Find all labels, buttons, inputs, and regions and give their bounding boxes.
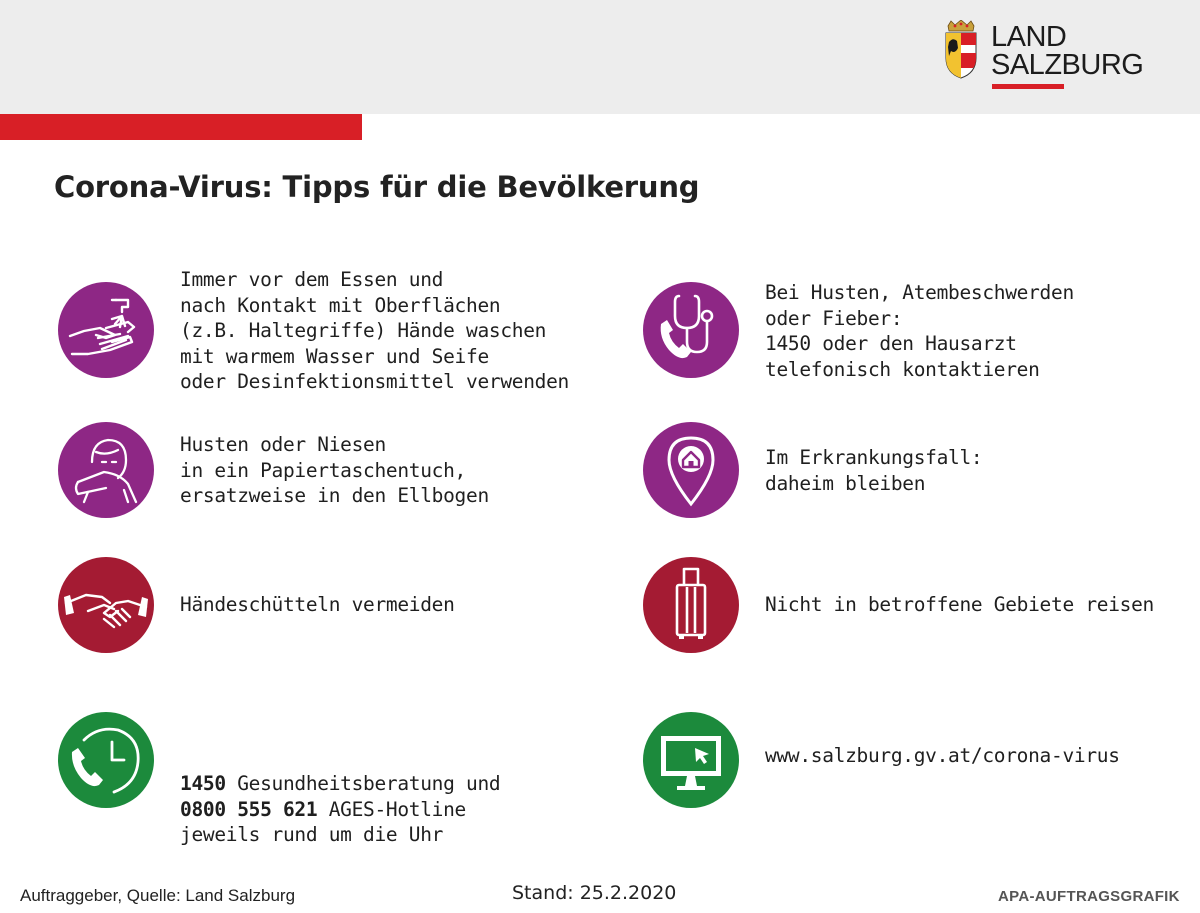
- luggage-icon: [643, 557, 739, 653]
- logo-text-salzburg: SALZBURG: [991, 49, 1144, 81]
- tip-sneeze-text: Husten oder Niesen in ein Papiertaschentuch, ersatzweise in den Ellbogen: [180, 433, 489, 507]
- handwash-icon: [58, 282, 154, 378]
- tip-symptoms-text: Bei Husten, Atembeschwerden oder Fieber: 1450 oder den Hausarzt telefonisch kontaktieren: [765, 281, 1074, 381]
- logo-text-land: LAND: [991, 21, 1067, 53]
- land-salzburg-logo[interactable]: [943, 20, 1153, 90]
- tip-handshake-text: Händeschütteln vermeiden: [180, 593, 455, 616]
- tip-travel-text: Nicht in betroffene Gebiete reisen: [765, 593, 1154, 616]
- website-link[interactable]: www.salzburg.gv.at/corona-virus: [765, 744, 1120, 767]
- logo-underline: [992, 84, 1064, 89]
- phone-clock-icon: [58, 712, 154, 808]
- hotline-number-1450: 1450: [180, 772, 226, 795]
- footer-source: Auftraggeber, Quelle: Land Salzburg: [20, 886, 296, 905]
- tip-handwash-text: Immer vor dem Essen und nach Kontakt mit Oberflächen (z.B. Haltegriffe) Hände waschen mit warmem Wasser und Seife oder Desinfektionsmittel verwenden: [180, 268, 569, 393]
- tip-hotline-text: 1450 Gesundheitsberatung und 0800 555 621 AGES-Hotline jeweils rund um die Uhr: [180, 772, 501, 846]
- hotline-number-ages: 0800 555 621: [180, 797, 318, 821]
- footer-date: Stand: 25.2.2020: [512, 882, 677, 904]
- handshake-icon: [58, 557, 154, 653]
- sneeze-elbow-icon: [58, 422, 154, 518]
- red-accent-bar: [0, 114, 362, 140]
- tip-stay-home-text: Im Erkrankungsfall: daheim bleiben: [765, 446, 983, 495]
- salzburg-crest-icon: [943, 20, 979, 80]
- home-location-icon: [643, 422, 739, 518]
- page-title: Corona-Virus: Tipps für die Bevölkerung: [54, 170, 700, 204]
- phone-stethoscope-icon: [643, 282, 739, 378]
- footer-credit: APA-AUFTRAGSGRAFIK: [998, 888, 1180, 905]
- computer-monitor-icon: [643, 712, 739, 808]
